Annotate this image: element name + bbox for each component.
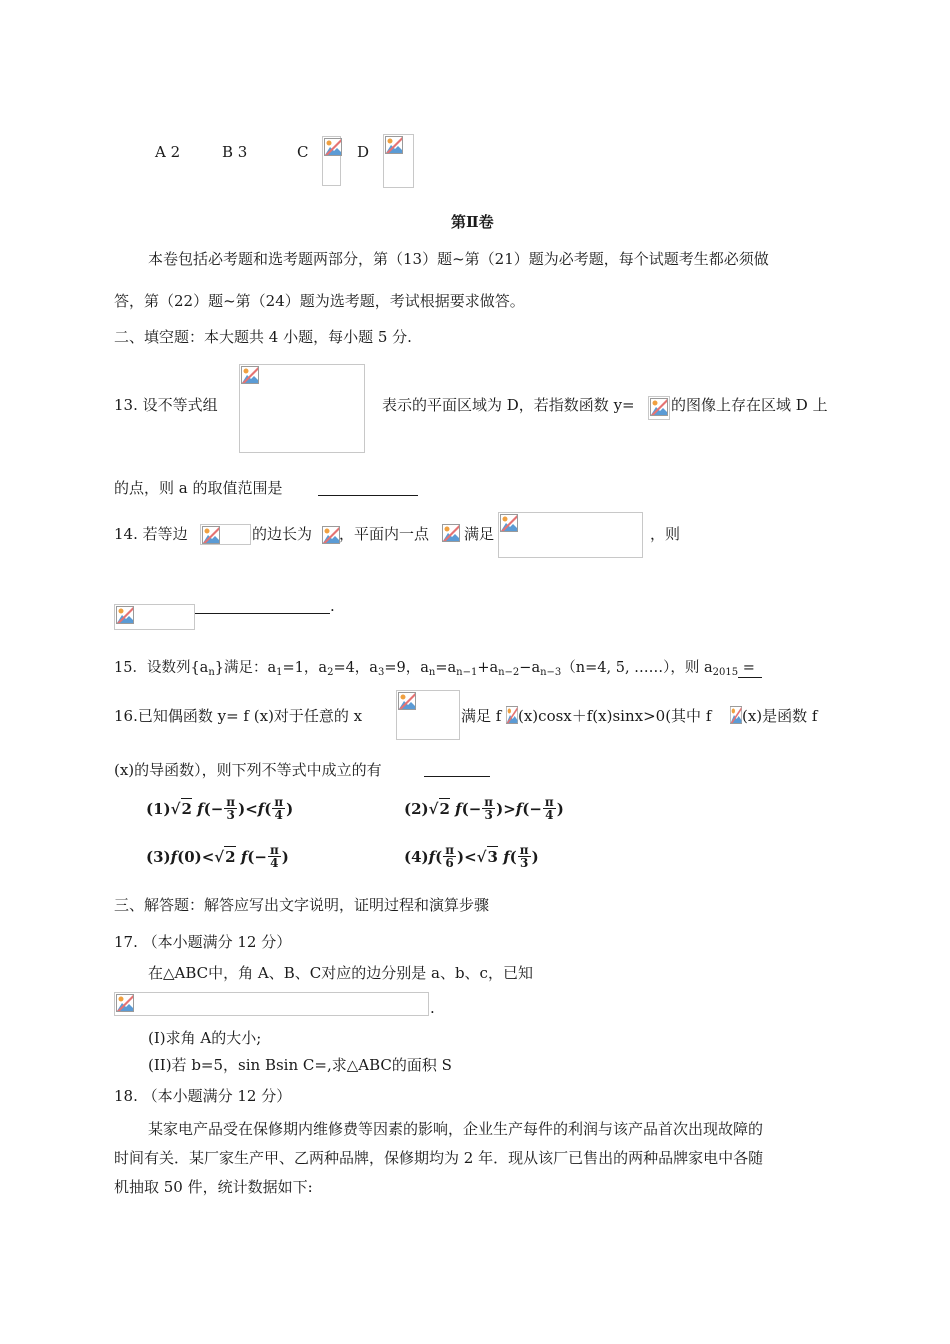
option-d: D — [357, 143, 370, 161]
broken-image-icon — [730, 706, 742, 726]
broken-image-icon — [322, 526, 339, 544]
fill-in-heading: 二、填空题：本大题共 4 小题，每小题 5 分. — [114, 328, 412, 346]
intro-line-2: 答，第（22）题~第（24）题为选考题，考试根据要求做答。 — [114, 292, 525, 310]
q15-text: 15．设数列$\{a_n\}$满足：$a_1=1$，$a_2=4$，$a_3=9$，$a_n=a_{n-1}+a_{n-2}-a_{n-3}(n=4$, 5, ……），则 $a_{2015}$ = — [114, 660, 755, 678]
q16-text-2: 满足 f — [461, 707, 502, 725]
answer-blank[interactable] — [424, 758, 490, 777]
q14-label: 14. 若等边 — [114, 525, 188, 543]
q14-text-2: ，平面内一点 — [339, 525, 430, 543]
broken-image-icon — [648, 396, 670, 420]
broken-image-icon — [239, 364, 365, 453]
q18-line-1: 某家电产品受在保修期内维修费等因素的影响，企业生产每件的利润与该产品首次出现故障的 — [148, 1120, 764, 1138]
broken-image-icon — [442, 524, 462, 544]
q18-line-2: 时间有关．某厂家生产甲、乙两种品牌，保修期均为 2 年．现从该厂已售出的两种品牌家电中各随 — [114, 1149, 764, 1167]
q16-option-3: (3)f(0)<√ 2 f(− $\frac{\pi}{4}$ ) — [146, 843, 289, 870]
broken-image-icon — [114, 992, 429, 1016]
q18-line-3: 机抽取 50 件，统计数据如下: — [114, 1178, 313, 1196]
q16-text: 16.已知偶函数 y= f (x)对于任意的 x — [114, 707, 363, 725]
option-c: C — [297, 143, 309, 161]
q13-text-3: 的点，则 a 的取值范围是 — [114, 479, 283, 497]
broken-image-icon — [322, 136, 341, 186]
broken-image-icon — [383, 134, 414, 188]
q16-option-4: (4)f( $\frac{\pi}{6}$ )<√ 3 f( $\frac{\pi}{3}$ ) — [404, 843, 539, 870]
q16-text-5: (x)的导函数），则下列不等式中成立的有 — [114, 761, 382, 779]
q16-text-4: (x)是函数 f — [742, 707, 818, 725]
q14-period: . — [330, 597, 335, 615]
q16-option-1: (1)√ 2 f(− $\frac{\pi}{3}$ )<f( $\frac{\pi}{4}$ ) — [146, 795, 294, 822]
intro-line-1: 本卷包括必考题和选考题两部分，第（13）题~第（21）题为必考题，每个试题考生都必须做 — [148, 250, 769, 268]
broken-image-icon — [114, 604, 195, 630]
answer-blank[interactable] — [318, 475, 418, 496]
option-b: B 3 — [222, 143, 248, 161]
answer-blank[interactable] — [738, 657, 762, 678]
option-a: A 2 — [155, 143, 181, 161]
q17-title: 17. （本小题满分 12 分） — [114, 933, 292, 951]
broken-image-icon — [200, 524, 251, 545]
q17-sub-2: (II)若 b=5，sin Bsin C=,求△ABC的面积 S — [148, 1056, 452, 1074]
q17-sub-1: (I)求角 A的大小; — [148, 1029, 262, 1047]
q14-text: 的边长为 — [252, 525, 313, 543]
answer-blank[interactable] — [195, 593, 330, 614]
broken-image-icon — [498, 512, 643, 558]
q13-label: 13. 设不等式组 — [114, 396, 218, 414]
q17-line-1: 在△ABC中，角 A、B、C对应的边分别是 a、b、c，已知 — [148, 964, 533, 982]
q16-text-3: (x)cosx＋f(x)sinx>0(其中 f — [518, 707, 712, 725]
q16-option-2: (2)√ 2 f(− $\frac{\pi}{3}$ )>f(− $\frac{\pi}{4}$ ) — [404, 795, 564, 822]
q13-text-2: 的图像上存在区域 D 上 — [671, 396, 828, 414]
q18-title: 18. （本小题满分 12 分） — [114, 1087, 292, 1105]
q14-text-3: 满足 — [464, 525, 495, 543]
broken-image-icon — [396, 690, 460, 740]
q14-text-4: ，则 — [650, 525, 681, 543]
q17-period: . — [430, 999, 435, 1017]
solve-heading: 三、解答题：解答应写出文字说明，证明过程和演算步骤 — [114, 896, 490, 914]
section-title: 第Ⅱ卷 — [451, 213, 494, 231]
broken-image-icon — [506, 706, 518, 726]
q13-text: 表示的平面区域为 D，若指数函数 y= — [382, 396, 635, 414]
